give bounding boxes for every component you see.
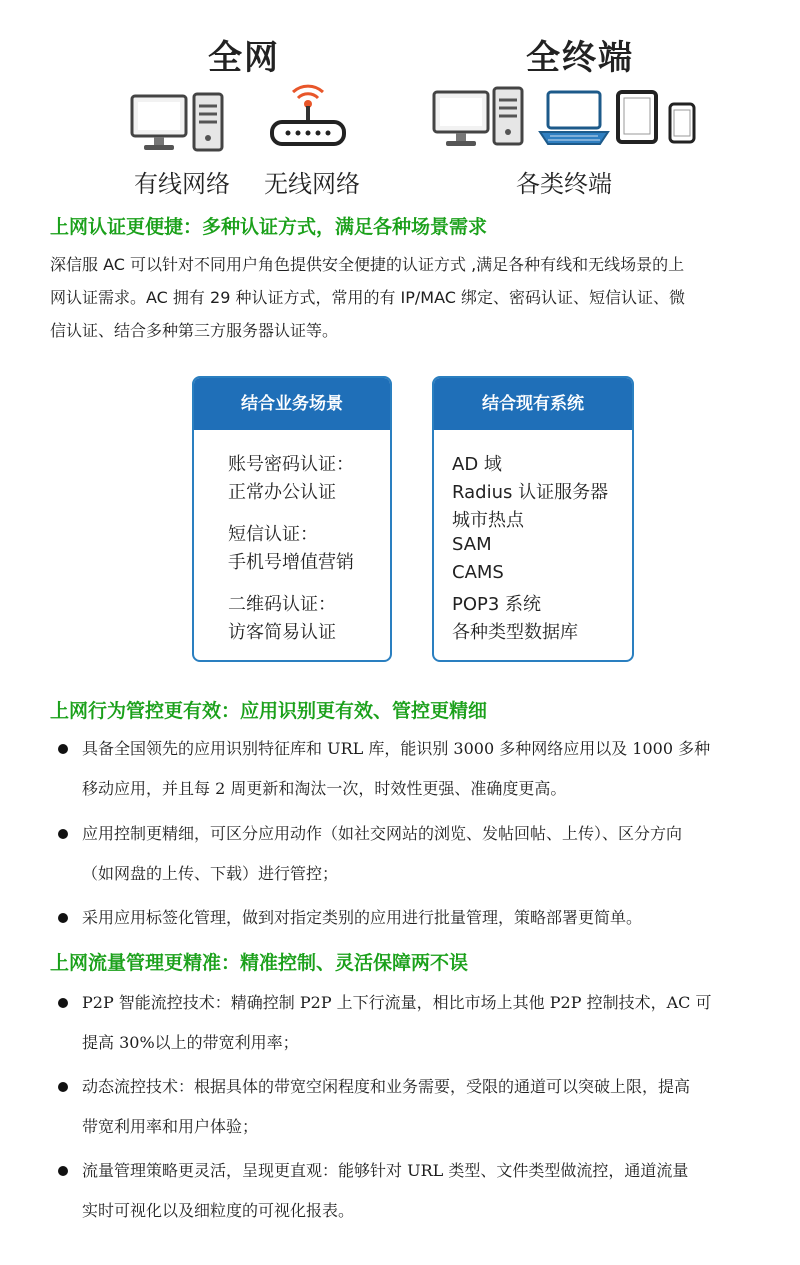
wired-network-label: 有线网络 <box>134 170 230 198</box>
all-network-title: 全网 <box>208 38 280 78</box>
box-right-line: AD 域 <box>452 454 502 475</box>
all-terminals-title: 全终端 <box>526 38 634 78</box>
bullet-dot <box>58 829 68 839</box>
box-left-line: 二维码认证： <box>228 594 336 615</box>
section1-line: 信认证、结合多种第三方服务器认证等。 <box>50 321 339 340</box>
bullet-line: 提高 30%以上的带宽利用率； <box>82 1033 299 1052</box>
section1-line: 网认证需求。AC 拥有 29 种认证方式，常用的有 IP/MAC 绑定、密码认证、短信认证、微 <box>50 288 686 307</box>
bullet-line: 动态流控技术：根据具体的带宽空闲程度和业务需要，受限的通道可以突破上限，提高 <box>82 1077 691 1096</box>
box-left-line: 短信认证： <box>228 524 318 545</box>
bullet-line: 移动应用，并且每 2 周更新和淘汰一次，时效性更强、准确度更高。 <box>82 779 567 798</box>
section3-bullet-2 <box>82 1067 782 1147</box>
bullet-line: P2P 智能流控技术：精确控制 P2P 上下行流量，相比市场上其他 P2P 控制技术，AC 可 <box>82 993 712 1012</box>
bullet-dot <box>58 998 68 1008</box>
bullet-line: 流量管理策略更灵活，呈现更直观：能够针对 URL 类型、文件类型做流控，通道流量 <box>82 1161 689 1180</box>
box-right-line: 城市热点 <box>452 510 524 531</box>
wireless-router-icon <box>268 84 348 154</box>
section1-paragraph <box>50 248 780 347</box>
section1-heading: 上网认证更便捷：多种认证方式，满足各种场景需求 <box>50 216 488 238</box>
section3-heading: 上网流量管理更精准：精准控制、灵活保障两不误 <box>50 952 469 974</box>
business-scenario-title: 结合业务场景 <box>194 378 390 430</box>
box-right-line: POP3 系统 <box>452 594 542 615</box>
box-right-line: Radius 认证服务器 <box>452 482 609 503</box>
section3-bullet-1 <box>82 983 782 1063</box>
box-left-line: 账号密码认证： <box>228 454 354 475</box>
section1-line: 深信服 AC 可以针对不同用户角色提供安全便捷的认证方式 ,满足各种有线和无线场景的上 <box>50 255 685 274</box>
bullet-line: 实时可视化以及细粒度的可视化报表。 <box>82 1201 355 1220</box>
box-right-line: 各种类型数据库 <box>452 622 578 643</box>
bullet-line: （如网盘的上传、下载）进行管控； <box>82 864 339 883</box>
box-left-line: 访客简易认证 <box>228 622 336 643</box>
terminals-icon <box>432 86 702 152</box>
box-left-line: 正常办公认证 <box>228 482 336 503</box>
section3-bullet-3 <box>82 1151 782 1231</box>
bullet-dot <box>58 1082 68 1092</box>
section2-bullet-3 <box>82 898 782 938</box>
section2-heading: 上网行为管控更有效：应用识别更有效、管控更精细 <box>50 700 488 722</box>
box-left-line: 手机号增值营销 <box>228 552 354 573</box>
bullet-dot <box>58 913 68 923</box>
bullet-line: 应用控制更精细，可区分应用动作（如社交网站的浏览、发帖回帖、上传）、区分方向 <box>82 824 683 843</box>
business-scenario-box <box>192 376 392 662</box>
bullet-dot <box>58 744 68 754</box>
terminals-label: 各类终端 <box>516 170 612 198</box>
bullet-line: 带宽利用率和用户体验； <box>82 1117 259 1136</box>
bullet-line: 采用应用标签化管理，做到对指定类别的应用进行批量管理，策略部署更简单。 <box>82 908 643 927</box>
wired-network-icon <box>128 92 228 154</box>
box-right-line: SAM <box>452 534 492 555</box>
bullet-line: 具备全国领先的应用识别特征库和 URL 库，能识别 3000 多种网络应用以及 1000 多种 <box>82 739 711 758</box>
box-right-line: CAMS <box>452 562 504 583</box>
bullet-dot <box>58 1166 68 1176</box>
existing-systems-box <box>432 376 634 662</box>
existing-systems-title: 结合现有系统 <box>434 378 632 430</box>
wireless-network-label: 无线网络 <box>264 170 360 198</box>
section2-bullet-1 <box>82 729 782 809</box>
section2-bullet-2 <box>82 814 782 894</box>
